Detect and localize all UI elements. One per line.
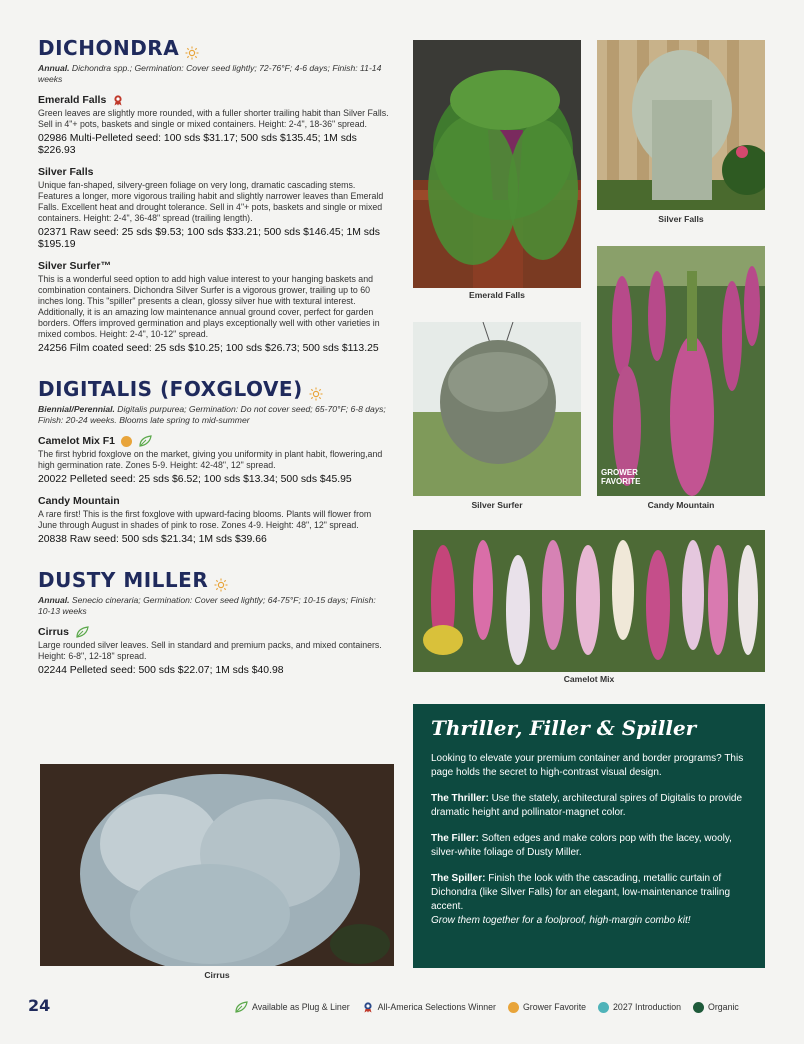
grower-favorite-icon	[121, 436, 132, 447]
variety-name-text: Cirrus	[38, 626, 69, 638]
variety-silver-falls	[38, 166, 390, 251]
variety-description: Green leaves are slightly more rounded, with a fuller shorter trailing habit than Silver Falls. Sell in 4"+ pots, baskets and single or mixed containers. Height: 2-4", 18-36" spread.	[38, 108, 389, 129]
spiller-label: The Spiller:	[431, 873, 486, 884]
sun-icon	[185, 41, 199, 55]
grower-favorite-dot-icon	[508, 1002, 519, 1013]
spiller-text: Finish the look with the cascading, metallic curtain of Dichondra (like Silver Falls) for an elegant, low-maintenance trailing accent.	[431, 873, 731, 912]
variety-name-text: Candy Mountain	[38, 495, 120, 507]
filler-text: Soften edges and make colors pop with the lacey, wooly, silver-white foliage of Dusty Miller.	[431, 833, 732, 858]
section-title-text: DIGITALIS (FOXGLOVE)	[38, 377, 303, 401]
culture-type: Annual.	[38, 63, 70, 73]
left-column	[38, 36, 390, 691]
section-title	[38, 568, 390, 592]
variety-camelot-mix	[38, 435, 390, 486]
variety-candy-mountain	[38, 495, 390, 546]
photo-caption: Cirrus	[204, 970, 230, 980]
variety-name	[38, 260, 390, 272]
grower-favorite-badge: GROWER FAVORITE	[601, 468, 641, 486]
thriller-text: Use the stately, architectural spires of Digitalis to provide dramatic height and pollinator-magnet color.	[431, 793, 743, 818]
variety-description: A rare first! This is the first foxglove with upward-facing blooms. Plants will flower from June through August in shades of pink to rose. Zones 4-9. Height: 48", 12" spread.	[38, 509, 372, 530]
culture-type: Biennial/Perennial.	[38, 404, 115, 414]
culture-text: Dichondra spp.; Germination: Cover seed lightly; 72-76°F; 4-6 days; Finish: 11-14 weeks	[38, 63, 382, 84]
photo-caption: Candy Mountain	[647, 500, 715, 510]
callout-title: Thriller, Filler & Spiller	[431, 716, 697, 740]
photo-emerald-falls	[413, 40, 581, 288]
thriller-filler-spiller-callout	[413, 704, 765, 968]
callout-spiller	[431, 872, 747, 914]
sun-icon	[309, 382, 323, 396]
icon-legend	[234, 1001, 739, 1013]
variety-name	[38, 626, 390, 638]
variety-price: 02371 Raw seed: 25 sds $9.53; 100 sds $33.21; 500 sds $146.45; 1M sds $195.19	[38, 227, 380, 250]
callout-closing: Grow them together for a foolproof, high-margin combo kit!	[431, 915, 691, 926]
culture-text: Senecio cineraria; Germination: Cover seed lightly; 64-75°F; 10-15 days; Finish: 10-13 weeks	[38, 595, 376, 616]
legend-label: 2027 Introduction	[613, 1002, 682, 1012]
legend-label: Available as Plug & Liner	[252, 1002, 350, 1012]
photo-camelot-mix	[413, 530, 765, 672]
aas-winner-icon	[112, 94, 124, 106]
legend-organic	[693, 1002, 739, 1013]
variety-price: 24256 Film coated seed: 25 sds $10.25; 100 sds $26.73; 500 sds $113.25	[38, 343, 379, 354]
filler-label: The Filler:	[431, 833, 479, 844]
legend-grower-favorite	[508, 1002, 586, 1013]
variety-name	[38, 435, 390, 447]
variety-description: Unique fan-shaped, silvery-green foliage on very long, dramatic cascading stems. Features a longer, more vigorous trailing habit and slightly narrower leaves than Emerald Falls. Excellent heat and drought tolerance. Sell in 4"+ pots, baskets and single or mixed containers. Height: 2-4", 36-48" spread (trailing length).	[38, 180, 384, 223]
callout-thriller	[431, 792, 747, 820]
photo-cirrus	[40, 764, 394, 966]
variety-name	[38, 166, 390, 178]
variety-name-text: Camelot Mix F1	[38, 435, 116, 447]
variety-price: 20838 Raw seed: 500 sds $21.34; 1M sds $39.66	[38, 534, 267, 545]
variety-price: 02244 Pelleted seed: 500 sds $22.07; 1M sds $40.98	[38, 665, 284, 676]
section-title-text: DICHONDRA	[38, 36, 180, 60]
variety-description: The first hybrid foxglove on the market, giving you uniformity in plant habit, flowering,and high germination rate. Zones 5-9. Height: 42-48", 12" spread.	[38, 449, 383, 470]
variety-name-text: Silver Falls	[38, 166, 94, 178]
organic-dot-icon	[693, 1002, 704, 1013]
aas-icon	[362, 1001, 374, 1013]
section-dichondra	[38, 36, 390, 355]
section-digitalis	[38, 377, 390, 546]
leaf-icon	[234, 1001, 248, 1013]
section-title	[38, 36, 390, 60]
thriller-label: The Thriller:	[431, 793, 489, 804]
legend-label: Grower Favorite	[522, 1002, 587, 1012]
legend-aas	[362, 1001, 496, 1013]
photo-caption: Emerald Falls	[469, 290, 525, 300]
callout-filler	[431, 832, 747, 860]
photo-caption: Silver Surfer	[471, 500, 523, 510]
variety-name	[38, 94, 390, 106]
photo-caption: Camelot Mix	[563, 674, 615, 684]
variety-description: This is a wonderful seed option to add high value interest to your hanging baskets and combination containers. Dichondra Silver Surfer is a vigorous grower, trailing up to 60 inches long. This "spiller" presents a clean, glossy silver hue with textural interest. Additionally, it is an amazing low maintenance annual ground cover, perfect for garden borders. Offers improved germination and plays exceptionally well with other varieties in mixed combos. Height: 2-4", 10-12" spread.	[38, 274, 380, 339]
variety-price: 20022 Pelleted seed: 25 sds $6.52; 100 sds $13.34; 500 sds $45.95	[38, 474, 352, 485]
section-title-text: DUSTY MILLER	[38, 568, 209, 592]
photo-silver-falls	[597, 40, 765, 210]
section-title	[38, 377, 390, 401]
introduction-dot-icon	[598, 1002, 609, 1013]
plug-liner-leaf-icon	[75, 626, 89, 638]
legend-label: Organic	[708, 1002, 739, 1012]
culture-text: Digitalis purpurea; Germination: Do not cover seed; 65-70°F; 6-8 days; Finish: 20-24 weeks. Blooms late spring to mid-summer	[38, 404, 386, 425]
culture-info	[38, 404, 390, 426]
variety-description: Large rounded silver leaves. Sell in standard and premium packs, and mixed containers. Height: 6-8", 12-18" spread.	[38, 640, 382, 661]
variety-cirrus	[38, 626, 390, 677]
photo-caption: Silver Falls	[658, 214, 704, 224]
variety-price: 02986 Multi-Pelleted seed: 100 sds $31.17; 500 sds $135.45; 1M sds $226.93	[38, 133, 357, 156]
variety-name-text: Emerald Falls	[38, 94, 107, 106]
culture-type: Annual.	[38, 595, 70, 605]
legend-label: All-America Selections Winner	[377, 1002, 496, 1012]
variety-name	[38, 495, 390, 507]
photo-silver-surfer	[413, 322, 581, 496]
page-number: 24	[28, 996, 51, 1015]
legend-plug-liner	[234, 1001, 350, 1013]
callout-intro: Looking to elevate your premium container and border programs? This page holds the secret to high-contrast visual design.	[431, 753, 744, 778]
culture-info	[38, 63, 390, 85]
culture-info	[38, 595, 390, 617]
photo-candy-mountain	[597, 246, 765, 496]
sun-icon	[214, 573, 228, 587]
section-dusty-miller	[38, 568, 390, 677]
variety-silver-surfer	[38, 260, 390, 355]
plug-liner-leaf-icon	[138, 435, 152, 447]
variety-emerald-falls	[38, 94, 390, 157]
legend-2027-introduction	[598, 1002, 681, 1013]
variety-name-text: Silver Surfer™	[38, 260, 111, 272]
